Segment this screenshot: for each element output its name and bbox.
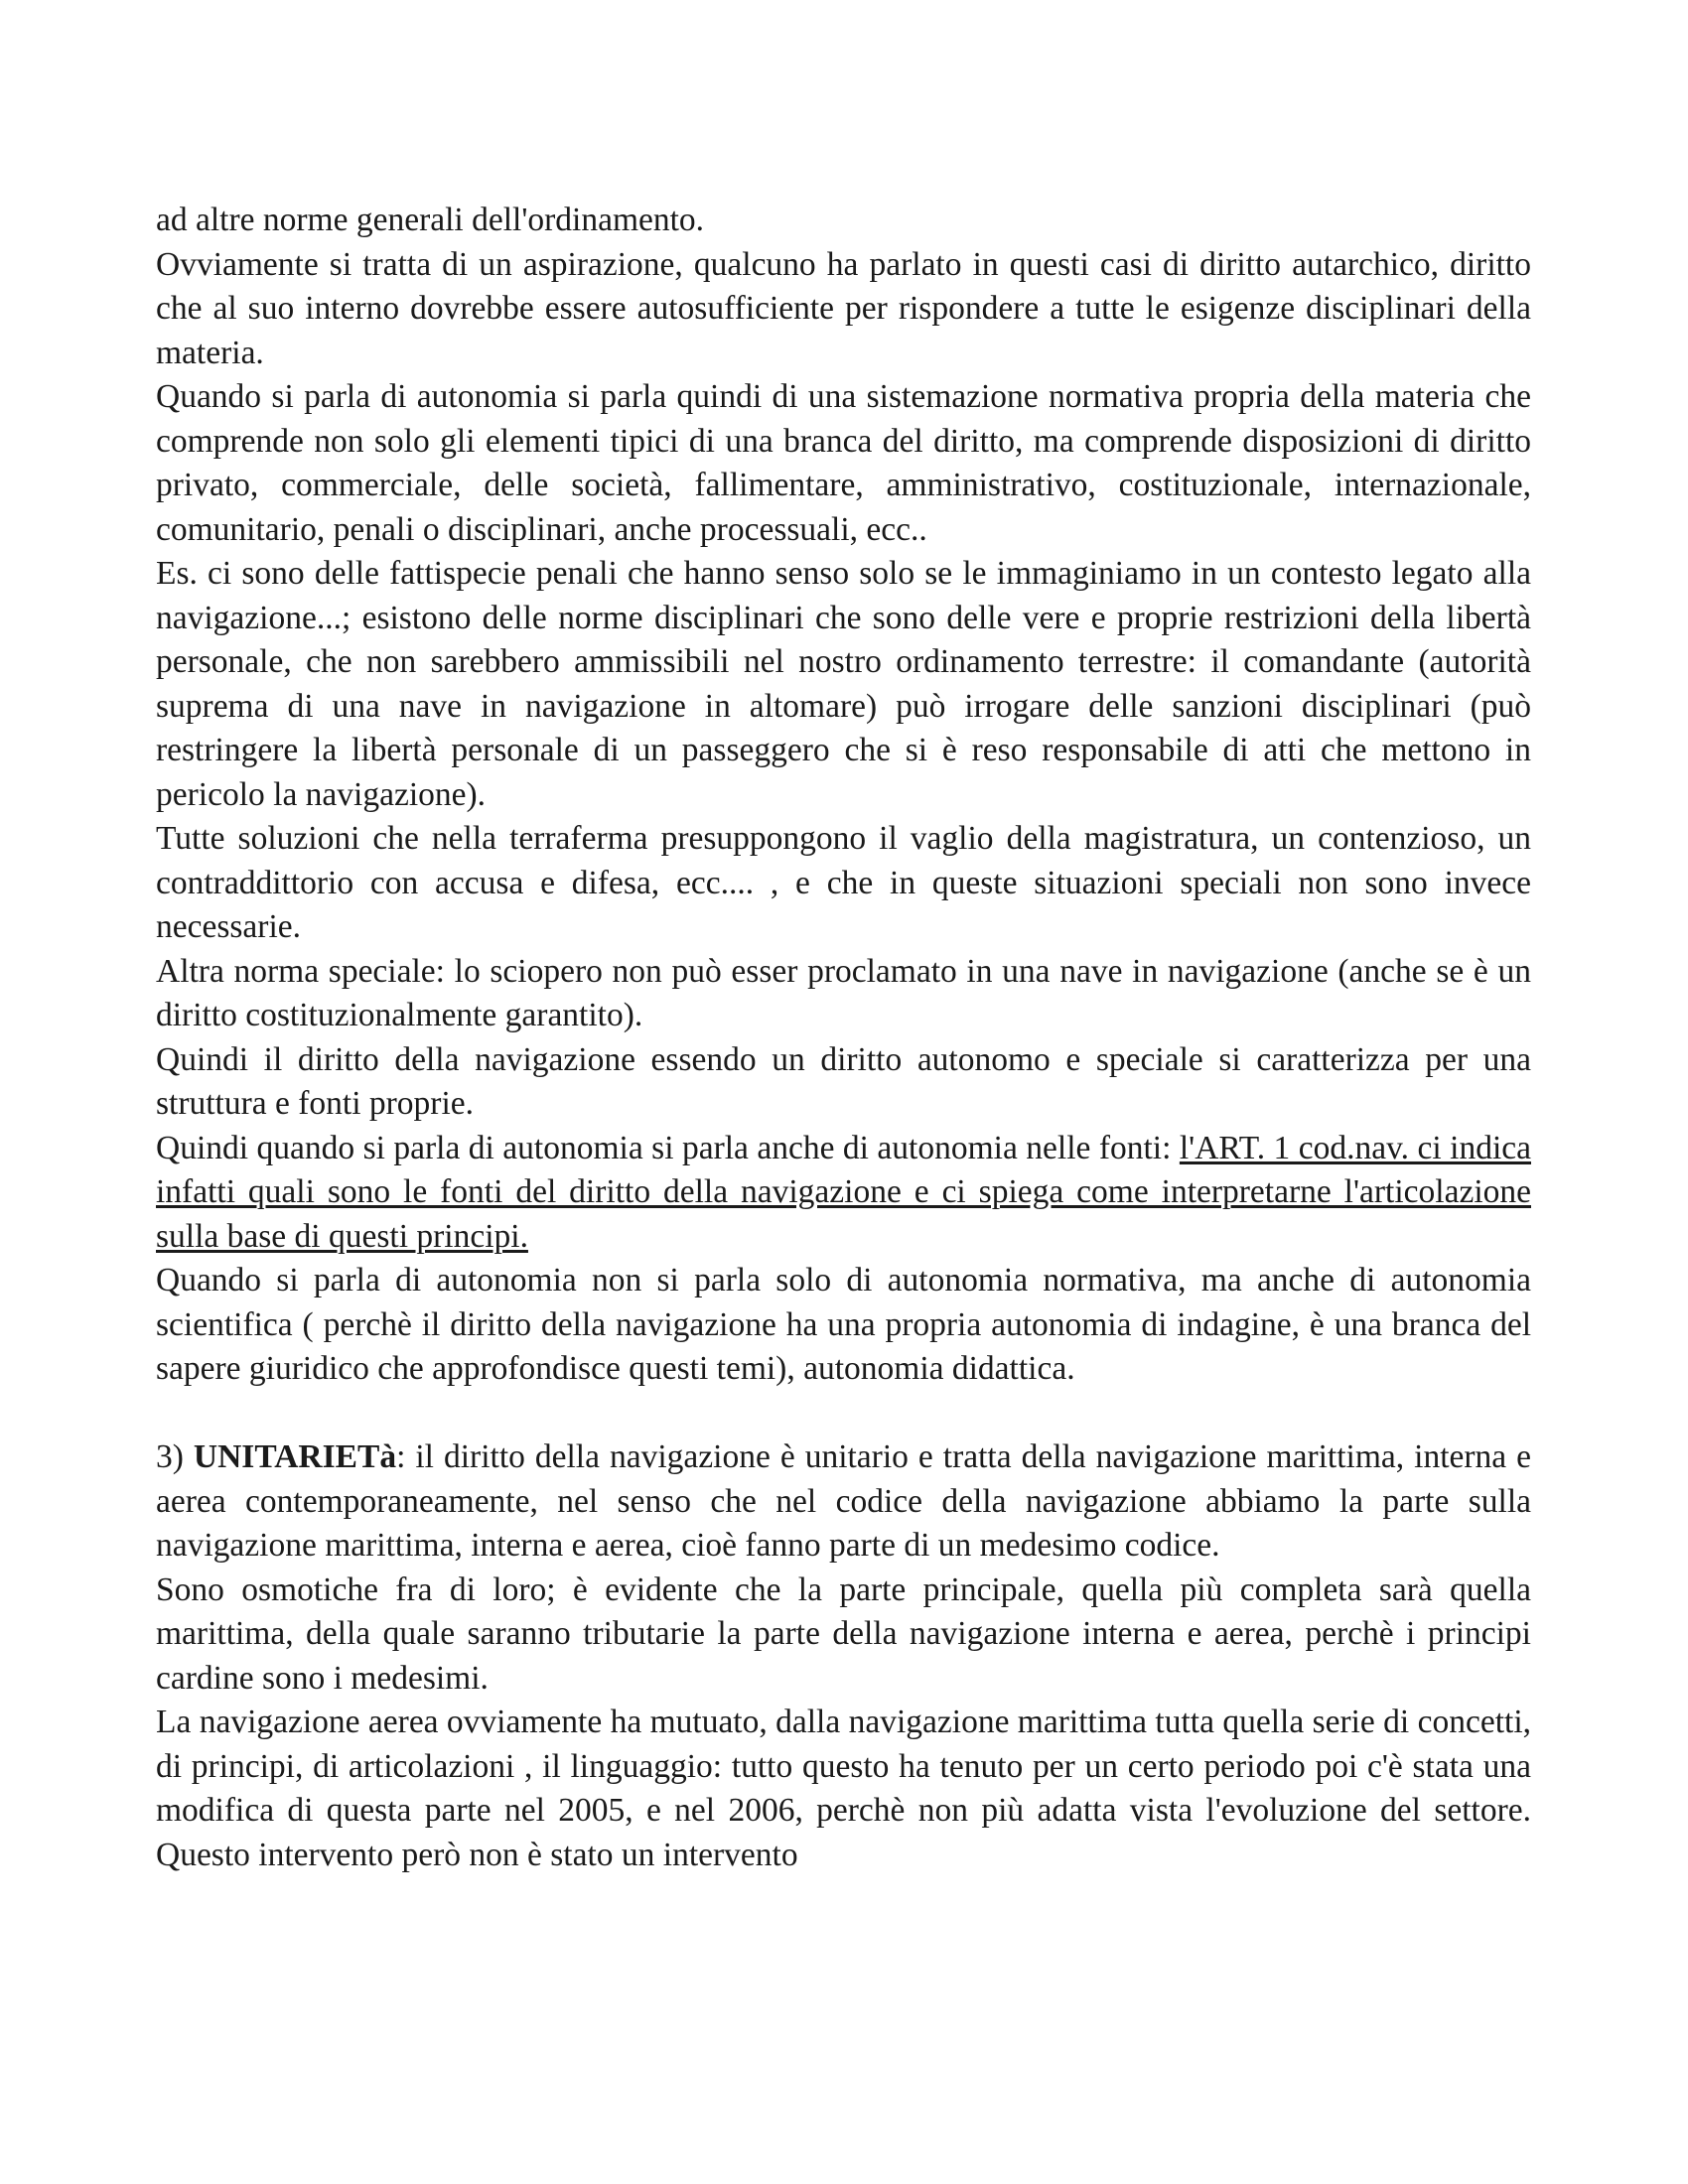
document-page (156, 199, 1531, 1877)
section-heading: UNITARIETà (193, 1438, 397, 1475)
paragraph: Quindi il diritto della navigazione essendo un diritto autonomo e speciale si caratterizza per una struttura e fonti proprie. (156, 1040, 1531, 1122)
section-3-paragraph (156, 1435, 1531, 1569)
blank-line (156, 1392, 1531, 1436)
fonti-lead-text: Quindi quando si parla di autonomia si parla anche di autonomia nelle fonti: (156, 1129, 1180, 1166)
section-intro-text: : il diritto della navigazione è unitario e tratta della navigazione marittima, interna e aerea contemporaneamente, nel senso che nel codice della navigazione abbiamo la parte sulla navigazione marittima, interna e aerea, cioè fanno parte di un medesimo codice. (156, 1438, 1532, 1564)
section-number: 3) (156, 1438, 194, 1475)
paragraph: Tutte soluzioni che nella terraferma presuppongono il vaglio della magistratura, un contenzioso, un contraddittorio con accusa e difesa, ecc.... , e che in queste situazioni speciali non sono invece necessarie. (156, 820, 1531, 945)
paragraph: Sono osmotiche fra di loro; è evidente che la parte principale, quella più completa sarà quella marittima, della quale saranno tributarie la parte della navigazione interna e aerea, perchè i principi cardine sono i medesimi. (156, 1570, 1531, 1697)
fonti-paragraph (156, 1127, 1531, 1260)
paragraph: Quando si parla di autonomia si parla quindi di una sistemazione normativa propria della materia che comprende non solo gli elementi tipici di una branca del diritto, ma comprende disposizioni di diritto privato, commerciale, delle società, fallimentare, amministrativo, costituzionale, internazionale, comunitario, penali o disciplinari, anche processuali, ecc.. (156, 378, 1531, 548)
paragraph: Altra norma speciale: lo sciopero non può esser proclamato in una nave in navigazione (anche se è un diritto costituzionalmente garantito). (156, 952, 1531, 1033)
underlined-art1-text: l'ART. 1 cod.nav. ci indica infatti quali sono le fonti del diritto della navigazione e ci spiega come interpretarne l'articolazione sulla base di questi principi. (156, 1129, 1531, 1255)
paragraph: La navigazione aerea ovviamente ha mutuato, dalla navigazione marittima tutta quella serie di concetti, di principi, di articolazioni , il linguaggio: tutto questo ha tenuto per un certo periodo poi c'è stata una modifica di questa parte nel 2005, e nel 2006, perchè non più adatta vista l'evoluzione del settore. Questo intervento però non è stato un intervento (156, 1704, 1532, 1873)
scientific-paragraph: Quando si parla di autonomia non si parla solo di autonomia normativa, ma anche di autonomia scientifica ( perchè il diritto della navigazione ha una propria autonomia di indagine, è una branca del sapere giuridico che approfondisce questi temi), autonomia didattica. (156, 1262, 1531, 1387)
paragraph: Es. ci sono delle fattispecie penali che hanno senso solo se le immaginiamo in un contesto legato alla navigazione...; esistono delle norme disciplinari che sono delle vere e proprie restrizioni della libertà personale, che non sarebbero ammissibili nel nostro ordinamento terrestre: il comandante (autorità suprema di una nave in navigazione in altomare) può irrogare delle sanzioni disciplinari (può restringere la libertà personale di un passeggero che si è reso responsabile di atti che mettono in pericolo la navigazione). (156, 555, 1531, 813)
paragraph: Ovviamente si tratta di un aspirazione, qualcuno ha parlato in questi casi di diritto autarchico, diritto che al suo interno dovrebbe essere autosufficiente per rispondere a tutte le esigenze disciplinari della materia. (156, 245, 1531, 371)
paragraph: ad altre norme generali dell'ordinamento. (156, 202, 705, 238)
